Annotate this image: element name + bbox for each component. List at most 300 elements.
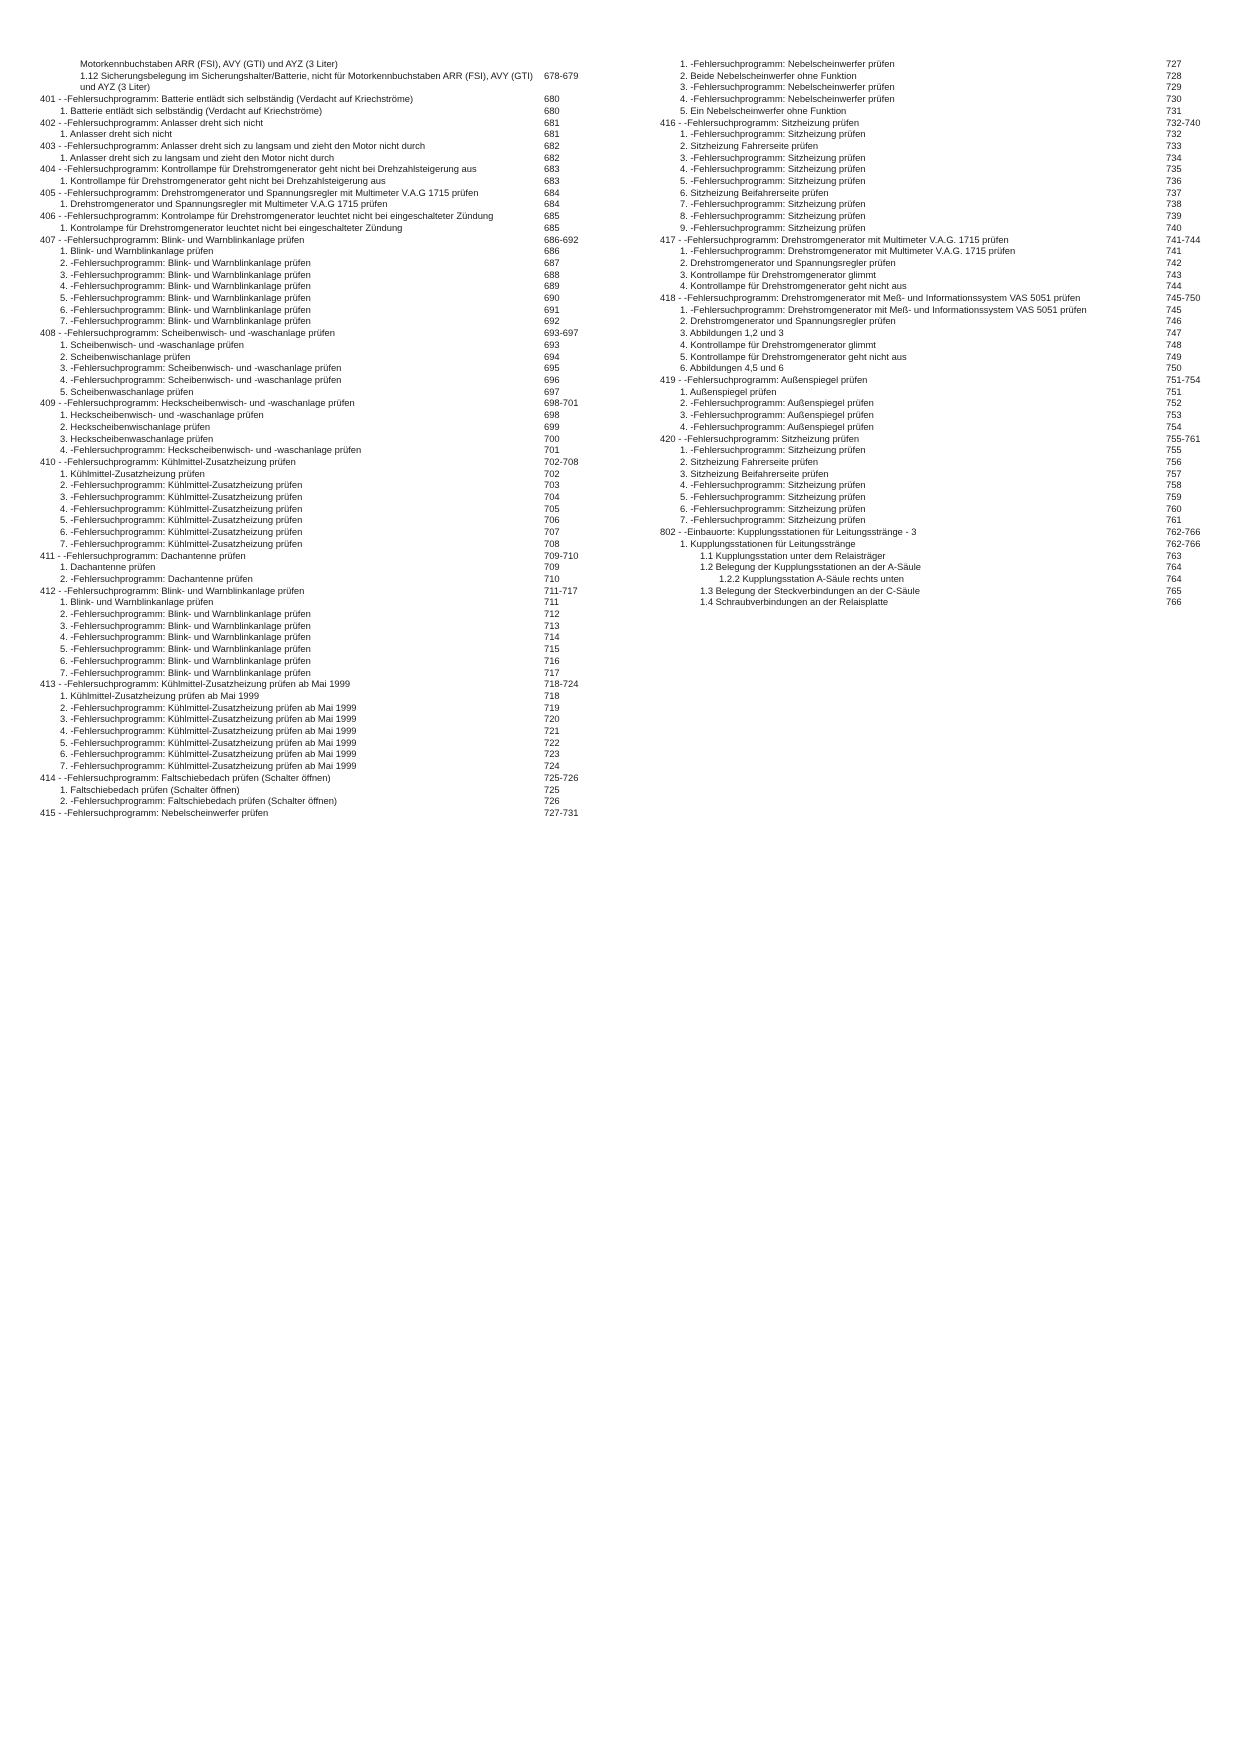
toc-entry-title: 4. -Fehlersuchprogramm: Heckscheibenwisch- und -waschanlage prüfen <box>60 444 362 456</box>
toc-entry <box>660 128 1206 140</box>
toc-entry-page: 701 <box>544 444 560 456</box>
toc-entry-page: 738 <box>1166 198 1182 210</box>
toc-entry <box>40 327 588 339</box>
toc-entry-page: 760 <box>1166 502 1182 514</box>
toc-entry-page: 707 <box>544 526 560 538</box>
toc-entry-page: 729 <box>1166 81 1182 93</box>
toc-entry-page: 752 <box>1166 397 1182 409</box>
toc-entry-title: 418 - -Fehlersuchprogramm: Drehstromgenerator mit Meß- und Informationssystem VAS 5051 prüfen <box>660 292 1081 304</box>
toc-entry <box>660 152 1206 164</box>
toc-entry-title: 1. Scheibenwisch- und -waschanlage prüfen <box>60 338 244 350</box>
toc-entry <box>660 468 1206 480</box>
toc-entry-page: 680 <box>544 93 560 105</box>
toc-entry <box>660 187 1206 199</box>
toc-entry-page: 741-744 <box>1166 233 1201 245</box>
toc-entry <box>40 339 588 351</box>
toc-entry-page: 696 <box>544 373 560 385</box>
toc-entry-title: 2. Drehstromgenerator und Spannungsregler prüfen <box>680 256 896 268</box>
toc-entry <box>660 573 1206 585</box>
toc-entry-title: 3. -Fehlersuchprogramm: Sitzheizung prüfen <box>680 151 866 163</box>
toc-entry-page: 757 <box>1166 467 1182 479</box>
toc-entry-page: 721 <box>544 725 560 737</box>
toc-entry <box>660 210 1206 222</box>
toc-entry <box>660 409 1206 421</box>
toc-entry <box>40 538 588 550</box>
toc-entry <box>40 362 588 374</box>
toc-entry <box>40 140 588 152</box>
toc-entry <box>40 643 588 655</box>
toc-entry-title: 7. -Fehlersuchprogramm: Blink- und Warnblinkanlage prüfen <box>60 666 311 678</box>
toc-entry <box>660 304 1206 316</box>
toc-entry-page: 692 <box>544 315 560 327</box>
toc-entry-title: 6. -Fehlersuchprogramm: Blink- und Warnblinkanlage prüfen <box>60 654 311 666</box>
toc-entry <box>40 760 588 772</box>
toc-entry-page: 758 <box>1166 479 1182 491</box>
toc-entry-title: 3. -Fehlersuchprogramm: Kühlmittel-Zusatzheizung prüfen ab Mai 1999 <box>60 713 357 725</box>
toc-entry <box>40 678 588 690</box>
toc-entry <box>660 222 1206 234</box>
toc-entry <box>660 117 1206 129</box>
toc-entry-title: 7. -Fehlersuchprogramm: Kühlmittel-Zusatzheizung prüfen <box>60 537 303 549</box>
toc-entry-page: 713 <box>544 619 560 631</box>
toc-entry-title: 802 - -Einbauorte: Kupplungsstationen für Leitungsstränge - 3 <box>660 526 917 538</box>
toc-entry-title: 6. -Fehlersuchprogramm: Blink- und Warnblinkanlage prüfen <box>60 303 311 315</box>
toc-entry <box>40 315 588 327</box>
toc-entry <box>660 315 1206 327</box>
toc-entry-title: 2. Sitzheizung Fahrerseite prüfen <box>680 455 819 467</box>
toc-entry-page: 686 <box>544 245 560 257</box>
toc-entry-title: 2. -Fehlersuchprogramm: Kühlmittel-Zusatzheizung prüfen <box>60 479 303 491</box>
toc-entry-title: 6. Sitzheizung Beifahrerseite prüfen <box>680 186 829 198</box>
toc-entry-page: 741 <box>1166 245 1182 257</box>
toc-entry-title: 1. Kontrolampe für Drehstromgenerator leuchtet nicht bei eingeschalteter Zündung <box>60 221 403 233</box>
toc-entry-title: 8. -Fehlersuchprogramm: Sitzheizung prüfen <box>680 210 866 222</box>
toc-entry <box>40 117 588 129</box>
toc-entry-page: 762-766 <box>1166 526 1201 538</box>
toc-entry-title: 4. -Fehlersuchprogramm: Nebelscheinwerfer prüfen <box>680 93 895 105</box>
toc-entry <box>40 245 588 257</box>
toc-entry-page: 749 <box>1166 350 1182 362</box>
toc-entry <box>40 503 588 515</box>
toc-entry-page: 762-766 <box>1166 537 1201 549</box>
toc-entry-title: 406 - -Fehlersuchprogramm: Kontrolampe für Drehstromgenerator leuchtet nicht bei eingeschalteter Zündung <box>40 210 494 222</box>
toc-entry-page: 702 <box>544 467 560 479</box>
toc-entry-title: 401 - -Fehlersuchprogramm: Batterie entlädt sich selbständig (Verdacht auf Kriechströme) <box>40 93 414 105</box>
toc-entry-page: 748 <box>1166 338 1182 350</box>
toc-entry <box>660 479 1206 491</box>
toc-entry-page: 695 <box>544 362 560 374</box>
toc-entry <box>40 257 588 269</box>
toc-entry-title: 3. Sitzheizung Beifahrerseite prüfen <box>680 467 829 479</box>
toc-entry-page: 706 <box>544 514 560 526</box>
toc-entry-page: 711 <box>544 596 559 608</box>
toc-entry <box>40 748 588 760</box>
toc-entry <box>40 713 588 725</box>
toc-entry-title: 7. -Fehlersuchprogramm: Sitzheizung prüfen <box>680 198 866 210</box>
toc-entry <box>660 280 1206 292</box>
toc-entry-title: 5. Scheibenwaschanlage prüfen <box>60 385 194 397</box>
toc-entry <box>40 795 588 807</box>
toc-entry <box>660 327 1206 339</box>
toc-entry-page: 766 <box>1166 596 1182 608</box>
toc-entry-title: 7. -Fehlersuchprogramm: Kühlmittel-Zusatzheizung prüfen ab Mai 1999 <box>60 760 357 772</box>
toc-entry-page: 740 <box>1166 221 1182 233</box>
toc-entry-title: 411 - -Fehlersuchprogramm: Dachantenne prüfen <box>40 549 246 561</box>
toc-entry-title: 5. -Fehlersuchprogramm: Kühlmittel-Zusatzheizung prüfen <box>60 514 303 526</box>
toc-entry <box>40 631 588 643</box>
toc-entry-title: 1. Batterie entlädt sich selbständig (Verdacht auf Kriechströme) <box>60 104 323 116</box>
toc-entry-title: 2. -Fehlersuchprogramm: Blink- und Warnblinkanlage prüfen <box>60 608 311 620</box>
toc-entry-page: 685 <box>544 221 560 233</box>
toc-entry <box>40 175 588 187</box>
toc-entry <box>660 58 1206 70</box>
toc-entry-title: 1. -Fehlersuchprogramm: Drehstromgenerator mit Multimeter V.A.G. 1715 prüfen <box>680 245 1016 257</box>
toc-entry-page: 684 <box>544 186 560 198</box>
toc-entry-page: 737 <box>1166 186 1182 198</box>
toc-entry <box>40 491 588 503</box>
toc-entry <box>40 596 588 608</box>
toc-entry-title: 1. Heckscheibenwisch- und -waschanlage prüfen <box>60 409 264 421</box>
toc-entry-page: 714 <box>544 631 560 643</box>
toc-entry-title: 4. -Fehlersuchprogramm: Blink- und Warnblinkanlage prüfen <box>60 280 311 292</box>
toc-entry <box>40 737 588 749</box>
toc-entry-page: 745-750 <box>1166 292 1201 304</box>
toc-entry-page: 753 <box>1166 409 1182 421</box>
toc-entry <box>40 374 588 386</box>
toc-entry-page: 698-701 <box>544 397 579 409</box>
toc-entry <box>40 444 588 456</box>
toc-entry <box>40 93 588 105</box>
toc-entry-page: 697 <box>544 385 560 397</box>
toc-entry <box>660 105 1206 117</box>
toc-entry-title: 2. Sitzheizung Fahrerseite prüfen <box>680 139 819 151</box>
toc-entry-title: 413 - -Fehlersuchprogramm: Kühlmittel-Zusatzheizung prüfen ab Mai 1999 <box>40 678 351 690</box>
toc-entry-title: 1. -Fehlersuchprogramm: Nebelscheinwerfer prüfen <box>680 58 895 69</box>
toc-entry-page: 700 <box>544 432 560 444</box>
toc-entry <box>660 81 1206 93</box>
toc-entry-page: 687 <box>544 256 560 268</box>
toc-entry-title: 1. -Fehlersuchprogramm: Drehstromgenerator mit Meß- und Informationssystem VAS 5051 prüfen <box>680 303 1087 315</box>
toc-entry-title: 5. -Fehlersuchprogramm: Blink- und Warnblinkanlage prüfen <box>60 292 311 304</box>
toc-entry <box>40 772 588 784</box>
toc-entry <box>40 550 588 562</box>
toc-entry-page: 744 <box>1166 280 1182 292</box>
toc-entry-title: 2. -Fehlersuchprogramm: Blink- und Warnblinkanlage prüfen <box>60 256 311 268</box>
toc-entry <box>660 257 1206 269</box>
toc-entry-page: 727-731 <box>544 807 579 818</box>
toc-entry-title: 1. Kühlmittel-Zusatzheizung prüfen ab Mai 1999 <box>60 689 260 701</box>
toc-entry-title: 3. -Fehlersuchprogramm: Scheibenwisch- und -waschanlage prüfen <box>60 362 342 374</box>
toc-entry-title: 1. -Fehlersuchprogramm: Sitzheizung prüfen <box>680 444 866 456</box>
toc-entry <box>40 187 588 199</box>
toc-entry-title: 3. -Fehlersuchprogramm: Außenspiegel prüfen <box>680 409 874 421</box>
toc-entry-page: 708 <box>544 537 560 549</box>
toc-entry-title: 420 - -Fehlersuchprogramm: Sitzheizung prüfen <box>660 432 860 444</box>
toc-entry-page: 732 <box>1166 128 1182 140</box>
toc-entry-title: 1. Faltschiebedach prüfen (Schalter öffnen) <box>60 783 240 795</box>
toc-entry <box>40 526 588 538</box>
toc-entry-title: 4. -Fehlersuchprogramm: Scheibenwisch- und -waschanlage prüfen <box>60 373 342 385</box>
toc-entry <box>40 269 588 281</box>
toc-entry-title: 3. -Fehlersuchprogramm: Kühlmittel-Zusatzheizung prüfen <box>60 491 303 503</box>
toc-entry-page: 755 <box>1166 444 1182 456</box>
toc-entry-title: 6. Abbildungen 4,5 und 6 <box>680 362 784 374</box>
toc-entry-title: 407 - -Fehlersuchprogramm: Blink- und Warnblinkanlage prüfen <box>40 233 305 245</box>
toc-entry-page: 719 <box>544 701 560 713</box>
toc-entry <box>660 93 1206 105</box>
toc-entry-page: 764 <box>1166 572 1182 584</box>
toc-entry-page: 678-679 <box>544 69 579 81</box>
toc-entry <box>660 550 1206 562</box>
toc-entry-page: 733 <box>1166 139 1182 151</box>
toc-entry-page: 751-754 <box>1166 373 1201 385</box>
toc-entry-page: 728 <box>1166 69 1182 81</box>
toc-entry-title: 408 - -Fehlersuchprogramm: Scheibenwisch- und -waschanlage prüfen <box>40 327 335 339</box>
toc-entry-title: 1. Anlasser dreht sich nicht <box>60 128 173 140</box>
toc-entry-page: 718-724 <box>544 678 579 690</box>
toc-entry-page: 711-717 <box>544 584 578 596</box>
toc-entry-page: 715 <box>544 643 560 655</box>
toc-entry <box>40 397 588 409</box>
toc-entry <box>660 198 1206 210</box>
toc-entry <box>40 514 588 526</box>
toc-entry-page: 688 <box>544 268 560 280</box>
toc-entry-page: 732-740 <box>1166 116 1201 128</box>
toc-entry-title: 7. -Fehlersuchprogramm: Blink- und Warnblinkanlage prüfen <box>60 315 311 327</box>
toc-entry-title: 5. Ein Nebelscheinwerfer ohne Funktion <box>680 104 847 116</box>
toc-entry-page: 722 <box>544 736 560 748</box>
toc-entry-title: 3. Abbildungen 1,2 und 3 <box>680 327 784 339</box>
toc-entry-title: 1.2.2 Kupplungsstation A-Säule rechts unten <box>719 572 905 584</box>
toc-entry <box>40 585 588 597</box>
toc-entry-page: 703 <box>544 479 560 491</box>
toc-entry-title: 1. -Fehlersuchprogramm: Sitzheizung prüfen <box>680 128 866 140</box>
toc-entry <box>660 140 1206 152</box>
toc-entry-title: 4. -Fehlersuchprogramm: Kühlmittel-Zusatzheizung prüfen <box>60 502 303 514</box>
toc-entry-page: 751 <box>1166 385 1182 397</box>
toc-entry-title: 1.12 Sicherungsbelegung im Sicherungshalter/Batterie, nicht für Motorkennbuchstaben ARR (FSI), AVY (GTI) und AYZ (3 Liter) <box>80 69 534 93</box>
toc-entry <box>660 503 1206 515</box>
toc-entry-title: 402 - -Fehlersuchprogramm: Anlasser dreht sich nicht <box>40 116 264 128</box>
toc-entry-page: 699 <box>544 420 560 432</box>
toc-entry <box>660 596 1206 608</box>
toc-entry-title: 9. -Fehlersuchprogramm: Sitzheizung prüfen <box>680 221 866 233</box>
toc-entry-page: 693-697 <box>544 327 579 339</box>
toc-entry-title: 416 - -Fehlersuchprogramm: Sitzheizung prüfen <box>660 116 860 128</box>
toc-entry <box>40 163 588 175</box>
toc-entry <box>40 725 588 737</box>
toc-entry-title: 1.1 Kupplungsstation unter dem Relaisträger <box>700 549 886 561</box>
toc-entry-page: 739 <box>1166 210 1182 222</box>
toc-left-column <box>40 58 588 819</box>
toc-entry <box>40 304 588 316</box>
toc-entry-page: 730 <box>1166 93 1182 105</box>
toc-entry-title: 405 - -Fehlersuchprogramm: Drehstromgenerator und Spannungsregler mit Multimeter V.A.G 1715 prüfen <box>40 186 479 198</box>
toc-entry <box>40 573 588 585</box>
toc-entry-title: 3. -Fehlersuchprogramm: Blink- und Warnblinkanlage prüfen <box>60 268 311 280</box>
toc-entry-page: 724 <box>544 760 560 772</box>
toc-entry <box>40 105 588 117</box>
toc-entry-title: 410 - -Fehlersuchprogramm: Kühlmittel-Zusatzheizung prüfen <box>40 455 296 467</box>
toc-entry <box>660 339 1206 351</box>
toc-entry-title: 1. Dachantenne prüfen <box>60 561 156 573</box>
toc-entry-page: 764 <box>1166 561 1182 573</box>
toc-entry <box>40 655 588 667</box>
toc-entry <box>660 585 1206 597</box>
toc-entry <box>660 561 1206 573</box>
toc-entry <box>40 620 588 632</box>
toc-entry-title: 2. -Fehlersuchprogramm: Faltschiebedach prüfen (Schalter öffnen) <box>60 795 338 807</box>
toc-entry-page: 685 <box>544 210 560 222</box>
toc-entry-page: 725-726 <box>544 771 579 783</box>
toc-entry-page: 755-761 <box>1166 432 1201 444</box>
toc-entry <box>40 409 588 421</box>
toc-entry-page: 720 <box>544 713 560 725</box>
toc-entry-page: 723 <box>544 748 560 760</box>
toc-entry-page: 691 <box>544 303 560 315</box>
toc-entry-page: 717 <box>544 666 560 678</box>
toc-entry-title: 4. -Fehlersuchprogramm: Kühlmittel-Zusatzheizung prüfen ab Mai 1999 <box>60 725 357 737</box>
toc-entry-title: 417 - -Fehlersuchprogramm: Drehstromgenerator mit Multimeter V.A.G. 1715 prüfen <box>660 233 1009 245</box>
toc-entry <box>660 526 1206 538</box>
toc-entry-page: 694 <box>544 350 560 362</box>
toc-entry-page: 727 <box>1166 58 1182 69</box>
toc-entry-title: 1.4 Schraubverbindungen an der Relaisplatte <box>700 596 889 608</box>
toc-entry-title: 409 - -Fehlersuchprogramm: Heckscheibenwisch- und -waschanlage prüfen <box>40 397 355 409</box>
toc-entry-title: 1. Außenspiegel prüfen <box>680 385 777 397</box>
toc-entry <box>40 210 588 222</box>
toc-entry <box>660 444 1206 456</box>
toc-entry-title: 1. Drehstromgenerator und Spannungsregler mit Multimeter V.A.G 1715 prüfen <box>60 198 388 210</box>
toc-entry-page: 683 <box>544 163 560 175</box>
toc-entry <box>40 128 588 140</box>
toc-entry-page: 680 <box>544 104 560 116</box>
toc-entry-page: 745 <box>1166 303 1182 315</box>
toc-entry <box>660 374 1206 386</box>
toc-entry <box>40 456 588 468</box>
toc-entry-page: 743 <box>1166 268 1182 280</box>
toc-entry-page: 686-692 <box>544 233 579 245</box>
toc-entry-title: 1. Anlasser dreht sich zu langsam und zieht den Motor nicht durch <box>60 151 335 163</box>
toc-entry-page: 682 <box>544 139 560 151</box>
toc-entry-page: 731 <box>1166 104 1182 116</box>
toc-entry-title: 5. -Fehlersuchprogramm: Sitzheizung prüfen <box>680 175 866 187</box>
toc-entry-page: 726 <box>544 795 560 807</box>
toc-entry <box>660 245 1206 257</box>
toc-entry-page: 725 <box>544 783 560 795</box>
toc-entry-title: 1. Blink- und Warnblinkanlage prüfen <box>60 596 214 608</box>
toc-entry-title: 1. Kühlmittel-Zusatzheizung prüfen <box>60 467 205 479</box>
toc-entry-page: 736 <box>1166 175 1182 187</box>
toc-entry-title: 1. Kontrollampe für Drehstromgenerator geht nicht bei Drehzahlsteigerung aus <box>60 175 386 187</box>
toc-entry-title: 4. -Fehlersuchprogramm: Sitzheizung prüfen <box>680 163 866 175</box>
toc-entry-page: 761 <box>1166 514 1182 526</box>
toc-entry-title: 4. Kontrollampe für Drehstromgenerator glimmt <box>680 338 876 350</box>
toc-entry <box>40 807 588 819</box>
toc-entry-page: 750 <box>1166 362 1182 374</box>
toc-entry-title: 1. Blink- und Warnblinkanlage prüfen <box>60 245 214 257</box>
toc-entry-page: 702-708 <box>544 455 579 467</box>
toc-entry-page: 698 <box>544 409 560 421</box>
toc-entry-title: 4. -Fehlersuchprogramm: Sitzheizung prüfen <box>680 479 866 491</box>
toc-entry <box>660 234 1206 246</box>
toc-entry-page: 759 <box>1166 491 1182 503</box>
toc-entry <box>660 538 1206 550</box>
toc-entry-page: 718 <box>544 689 560 701</box>
toc-entry <box>660 163 1206 175</box>
toc-entry <box>40 198 588 210</box>
toc-entry-page: 704 <box>544 491 560 503</box>
toc-entry-title: 1. Kupplungsstationen für Leitungsstränge <box>680 537 856 549</box>
toc-entry-title: 6. -Fehlersuchprogramm: Kühlmittel-Zusatzheizung prüfen <box>60 526 303 538</box>
toc-entry-title: 1.3 Belegung der Steckverbindungen an der C-Säule <box>700 584 920 596</box>
toc-entry <box>660 175 1206 187</box>
toc-entry-page: 763 <box>1166 549 1182 561</box>
toc-entry-title: 2. Drehstromgenerator und Spannungsregler prüfen <box>680 315 896 327</box>
toc-entry-title: 3. -Fehlersuchprogramm: Blink- und Warnblinkanlage prüfen <box>60 619 311 631</box>
toc-entry <box>40 386 588 398</box>
toc-entry-page: 709-710 <box>544 549 579 561</box>
toc-entry <box>40 292 588 304</box>
toc-entry-page: 742 <box>1166 256 1182 268</box>
toc-entry-page: 690 <box>544 292 560 304</box>
toc-entry-page: 765 <box>1166 584 1182 596</box>
toc-entry-page: 746 <box>1166 315 1182 327</box>
toc-entry <box>40 234 588 246</box>
toc-entry <box>40 702 588 714</box>
toc-entry <box>660 421 1206 433</box>
toc-entry-page: 735 <box>1166 163 1182 175</box>
toc-entry <box>40 222 588 234</box>
toc-entry <box>660 351 1206 363</box>
toc-entry-title: 2. Heckscheibenwischanlage prüfen <box>60 420 211 432</box>
toc-entry <box>660 70 1206 82</box>
toc-entry-page: 684 <box>544 198 560 210</box>
toc-entry-page: 689 <box>544 280 560 292</box>
toc-entry-page: 712 <box>544 608 560 620</box>
toc-entry-page: 681 <box>544 116 560 128</box>
toc-entry <box>660 397 1206 409</box>
toc-entry-title: 412 - -Fehlersuchprogramm: Blink- und Warnblinkanlage prüfen <box>40 584 305 596</box>
toc-entry <box>40 152 588 164</box>
toc-entry <box>40 433 588 445</box>
toc-entry-title: 2. Beide Nebelscheinwerfer ohne Funktion <box>680 69 857 81</box>
toc-entry-title: 2. -Fehlersuchprogramm: Dachantenne prüfen <box>60 572 253 584</box>
toc-entry-title: 5. -Fehlersuchprogramm: Kühlmittel-Zusatzheizung prüfen ab Mai 1999 <box>60 736 357 748</box>
toc-entry <box>40 479 588 491</box>
toc-entry-title: 4. Kontrollampe für Drehstromgenerator geht nicht aus <box>680 280 907 292</box>
toc-entry-page: 734 <box>1166 151 1182 163</box>
toc-entry <box>40 690 588 702</box>
toc-entry <box>40 351 588 363</box>
toc-entry-page: 683 <box>544 175 560 187</box>
toc-entry-title: 403 - -Fehlersuchprogramm: Anlasser dreht sich zu langsam und zieht den Motor nicht durch <box>40 139 426 151</box>
toc-entry <box>40 784 588 796</box>
toc-entry-title: 1.2 Belegung der Kupplungsstationen an der A-Säule <box>700 561 921 573</box>
toc-entry-title: 4. -Fehlersuchprogramm: Außenspiegel prüfen <box>680 420 874 432</box>
toc-entry-title: 6. -Fehlersuchprogramm: Sitzheizung prüfen <box>680 502 866 514</box>
toc-entry <box>660 456 1206 468</box>
toc-entry <box>40 421 588 433</box>
toc-entry <box>660 362 1206 374</box>
toc-entry-title: 6. -Fehlersuchprogramm: Kühlmittel-Zusatzheizung prüfen ab Mai 1999 <box>60 748 357 760</box>
toc-entry-title: 2. -Fehlersuchprogramm: Kühlmittel-Zusatzheizung prüfen ab Mai 1999 <box>60 701 357 713</box>
toc-entry-page: 681 <box>544 128 560 140</box>
toc-entry-page: 747 <box>1166 327 1182 339</box>
toc-entry <box>40 608 588 620</box>
toc-entry-title: 2. -Fehlersuchprogramm: Außenspiegel prüfen <box>680 397 874 409</box>
toc-entry-title: 5. Kontrollampe für Drehstromgenerator geht nicht aus <box>680 350 907 362</box>
